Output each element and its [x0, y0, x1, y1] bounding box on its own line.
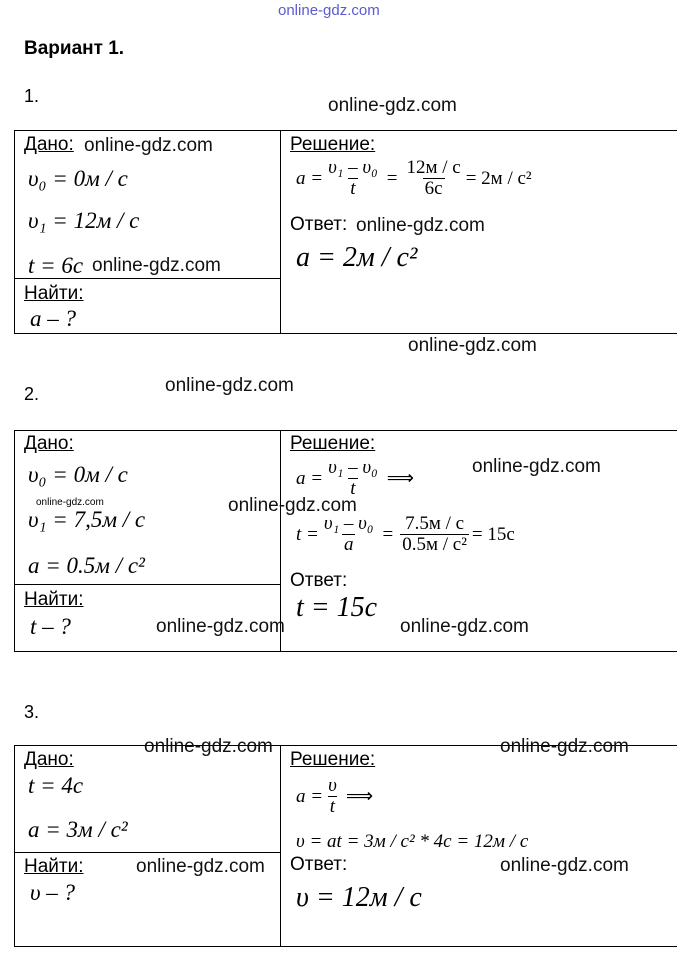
given-label: Дано:: [24, 134, 74, 155]
watermark: online-gdz.com: [400, 616, 529, 637]
solution-formula: t = $\frac{\text{υ₁ – υ₀}}{a}$ = $\frac{7.5м / с}{\text{0.5м / с²}}$ = 15с: [296, 513, 515, 555]
solution-formula: υ = at = 3м / с² * 4с = 12м / с: [296, 831, 529, 852]
answer-value: a = 2м / с²: [296, 242, 418, 273]
given-value: t = 6с: [28, 253, 84, 278]
given-label: Дано:: [24, 749, 74, 770]
watermark: online-gdz.com: [144, 736, 273, 757]
formula-denominator: 6с: [424, 177, 443, 199]
given-value: υ₁ = 7,5м / с: [28, 507, 146, 532]
problem-2-number: 2.: [24, 384, 40, 404]
given-value: a = 3м / с²: [28, 817, 128, 842]
watermark: online-gdz.com: [328, 95, 457, 116]
solution-formula: [296, 458, 414, 500]
solution-formula: [296, 776, 373, 818]
watermark: online-gdz.com: [356, 215, 485, 236]
table-divider: [280, 745, 281, 947]
watermark: online-gdz.com: [136, 856, 265, 877]
table-divider: [280, 130, 281, 334]
watermark: online-gdz.com: [500, 736, 629, 757]
answer-label: Ответ:: [290, 214, 348, 235]
given-value: t = 4с: [28, 773, 84, 798]
given-value: a = 0.5м / с²: [28, 553, 145, 578]
implies-arrow: ⟹: [386, 468, 414, 490]
answer-label: Ответ:: [290, 570, 348, 591]
answer-label: Ответ:: [290, 854, 348, 875]
watermark: online-gdz.com: [472, 456, 601, 477]
formula-numerator: υ: [328, 775, 337, 796]
given-value: υ₀ = 0м / с: [28, 462, 128, 487]
formula-numerator: υ₁ – υ₀: [323, 513, 374, 534]
find-label: Найти:: [24, 589, 84, 610]
watermark: online-gdz.com: [156, 616, 285, 637]
given-value: υ₀ = 0м / с: [28, 166, 128, 191]
given-label: Дано:: [24, 433, 74, 454]
formula-denominator: 0.5м / с²: [402, 533, 467, 555]
answer-value: t = 15с: [296, 592, 378, 623]
implies-arrow: ⟹: [345, 786, 374, 808]
formula-lhs: a =: [296, 167, 324, 189]
problem-3-number: 3.: [24, 702, 40, 722]
watermark: online-gdz.com: [500, 855, 629, 876]
find-value: a – ?: [30, 306, 76, 331]
watermark-top: online-gdz.com: [278, 2, 380, 19]
find-value: t – ?: [30, 614, 71, 639]
formula-denominator: t: [329, 795, 336, 817]
formula-numerator: 12м / с: [406, 157, 461, 178]
formula-lhs: a =: [296, 467, 324, 489]
formula-denominator: t: [350, 477, 356, 499]
find-value: υ – ?: [30, 880, 76, 905]
watermark: online-gdz.com: [84, 135, 213, 156]
formula-denominator: a: [343, 533, 354, 555]
solution-formula: a = $\frac{\text{υ₁ – υ₀}}{t}$ = $\frac{12м / с}{6с}$ = 2м / с²: [296, 157, 532, 199]
watermark: online-gdz.com: [165, 375, 294, 396]
formula-result: = 2м / с²: [465, 167, 532, 189]
formula-denominator: t: [350, 177, 356, 199]
table-divider: [14, 584, 281, 585]
find-label: Найти:: [24, 856, 84, 877]
page-title: Вариант 1.: [24, 38, 125, 59]
watermark: online-gdz.com: [408, 335, 537, 356]
problem-1-number: 1.: [24, 86, 40, 106]
solution-label: Решение:: [290, 433, 376, 454]
formula-lhs: a =: [296, 785, 324, 807]
table-divider: [14, 852, 281, 853]
formula-numerator: υ₁ – υ₀: [328, 457, 378, 478]
watermark: online-gdz.com: [36, 497, 104, 508]
given-value: υ₁ = 12м / с: [28, 208, 140, 233]
answer-value: υ = 12м / с: [296, 882, 422, 913]
find-label: Найти:: [24, 283, 84, 304]
formula-result: = 15с: [471, 523, 515, 545]
formula-lhs: t =: [296, 523, 319, 545]
solution-label: Решение:: [290, 749, 376, 770]
solution-label: Решение:: [290, 134, 376, 155]
formula-numerator: 7.5м / с: [405, 513, 465, 534]
watermark: online-gdz.com: [92, 255, 221, 276]
formula-numerator: υ₁ – υ₀: [328, 157, 378, 178]
watermark: online-gdz.com: [228, 495, 357, 516]
